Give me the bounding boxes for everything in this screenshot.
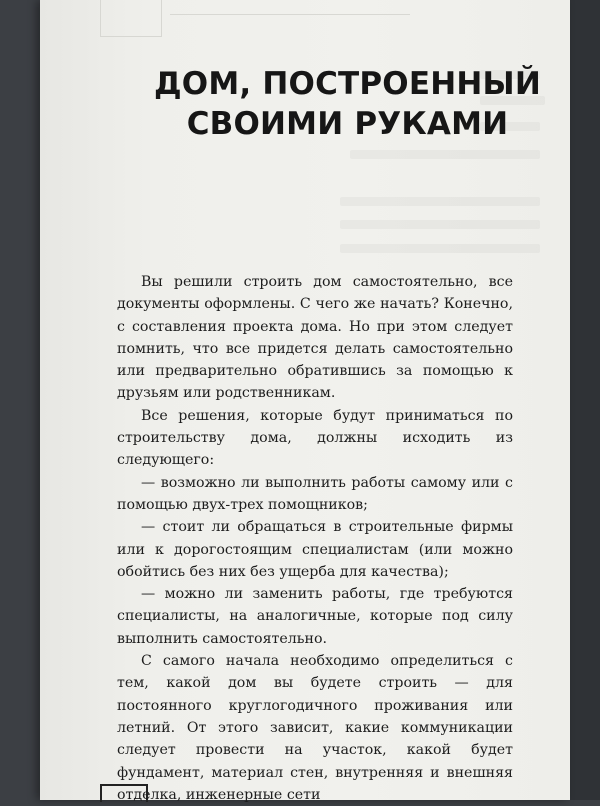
bleed-through-line — [340, 220, 540, 229]
list-item: — возможно ли выполнить работы самому или с помощью двух-трех помощников; — [117, 474, 513, 513]
paragraph: Все решения, которые будут приниматься по строительству дома, должны исходить из следующего: — [117, 407, 513, 469]
list-item: — стоит ли обращаться в строительные фирмы или к дорогостоящим специалистам (или можно обойтись без них без ущерба для качества); — [117, 519, 513, 580]
paragraph: С самого начала необходимо определиться с тем, какой дом вы будете строить — для постоянного круглогодичного проживания или летний. От этого зависит, какие коммуникации следует провести на участок, какой будет фундамент, материал стен, внутренняя и внешняя отделка, инженерные сети — [117, 653, 513, 803]
bleed-through-line — [350, 150, 540, 159]
chapter-title-line-2: СВОИМИ РУКАМИ — [186, 106, 509, 142]
bleed-through-line — [340, 244, 540, 253]
chapter-title — [120, 64, 575, 144]
paragraph: Вы решили строить дом самостоятельно, все документы оформлены. С чего же начать? Конечно, с составления проекта дома. Но при этом следует помнить, что все придется делать самостоятельно или предварительно обратившись за помощью к друзьям или родственникам. — [117, 274, 513, 402]
list-item: — можно ли заменить работы, где требуются специалисты, на аналогичные, которые под силу выполнить самостоятельно. — [117, 586, 513, 647]
bleed-through-line — [340, 197, 540, 206]
body-text — [117, 271, 513, 806]
running-header-rule — [170, 2, 410, 15]
chapter-title-line-1: ДОМ, ПОСТРОЕННЫЙ — [154, 66, 541, 102]
header-ornament — [100, 0, 162, 37]
